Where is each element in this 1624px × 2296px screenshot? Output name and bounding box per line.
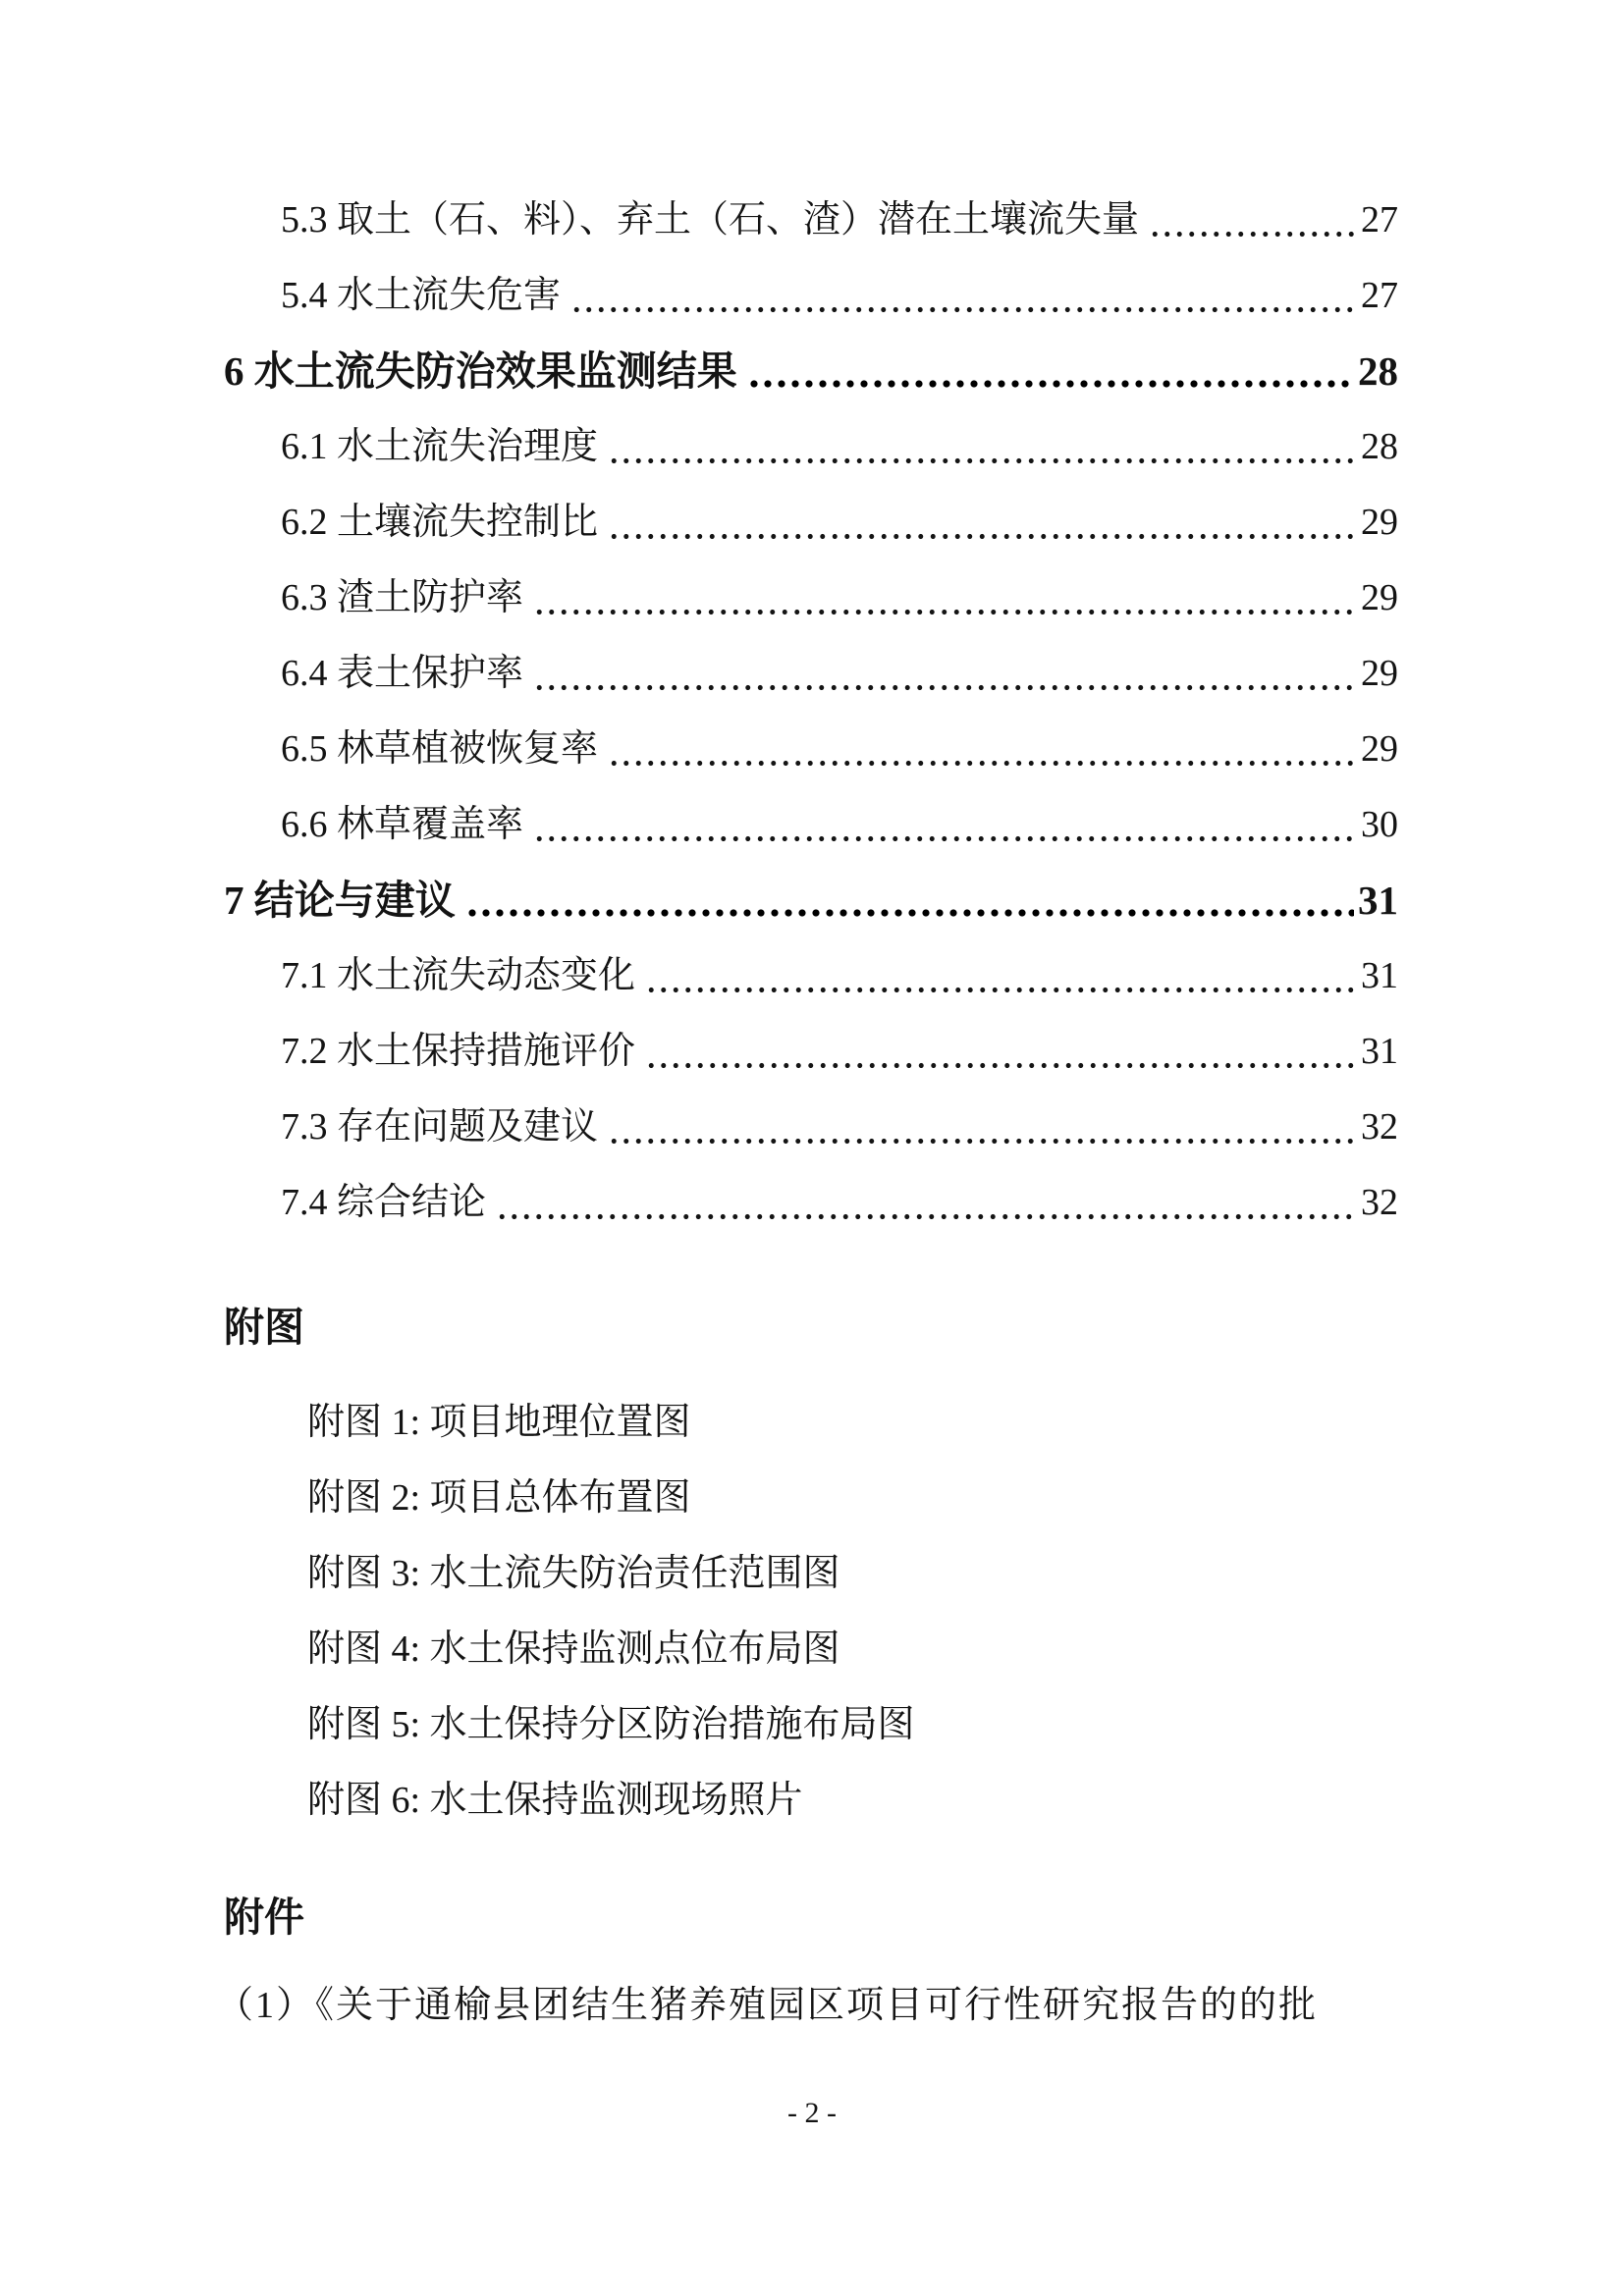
dot-leader xyxy=(608,712,1357,787)
figure-list-item: 附图 1: 项目地理位置图 xyxy=(307,1402,691,1443)
toc-entry-page: 30 xyxy=(1361,804,1398,845)
toc-entry xyxy=(224,485,1398,561)
dot-leader xyxy=(465,863,1354,938)
toc-entry-label: 6.3 渣土防护率 xyxy=(281,577,524,618)
toc-entry xyxy=(224,561,1398,636)
toc-entry-page: 32 xyxy=(1361,1106,1398,1148)
toc-entry xyxy=(224,863,1398,938)
toc-entry-label: 6 水土流失防治效果监测结果 xyxy=(224,348,737,394)
toc-entry-label: 5.4 水土流失危害 xyxy=(281,275,562,316)
toc-entry xyxy=(224,334,1398,409)
figure-list-item: 附图 2: 项目总体布置图 xyxy=(307,1477,691,1519)
dot-leader xyxy=(747,334,1354,409)
toc-entry-label: 6.1 水土流失治理度 xyxy=(281,426,599,467)
toc-entry-label: 6.4 表土保护率 xyxy=(281,653,524,694)
toc-entry xyxy=(224,938,1398,1014)
toc-entry-page: 28 xyxy=(1361,426,1398,467)
dot-leader xyxy=(608,1090,1357,1165)
dot-leader xyxy=(608,409,1357,485)
toc-entry-page: 29 xyxy=(1361,577,1398,618)
figure-list-item: 附图 6: 水土保持监测现场照片 xyxy=(307,1780,803,1821)
toc-entry-label: 7.2 水土保持措施评价 xyxy=(281,1031,636,1072)
dot-leader xyxy=(533,787,1357,863)
toc-entry-label: 7.3 存在问题及建议 xyxy=(281,1106,599,1148)
toc-entry-page: 29 xyxy=(1361,502,1398,543)
toc-entry xyxy=(224,258,1398,334)
dot-leader xyxy=(533,636,1357,712)
toc-entry xyxy=(224,183,1398,258)
dot-leader xyxy=(645,1014,1357,1090)
figure-list-item: 附图 3: 水土流失防治责任范围图 xyxy=(307,1553,840,1594)
dot-leader xyxy=(608,485,1357,561)
toc-entry xyxy=(224,1014,1398,1090)
toc-entry-page: 28 xyxy=(1358,348,1398,394)
toc-entry xyxy=(224,712,1398,787)
figure-list-item: 附图 4: 水土保持监测点位布局图 xyxy=(307,1629,840,1670)
toc-entry-label: 7 结论与建议 xyxy=(224,878,456,923)
toc-entry-page: 29 xyxy=(1361,653,1398,694)
toc-entry-label: 5.3 取土（石、料）、弃土（石、渣）潜在土壤流失量 xyxy=(281,199,1140,240)
toc-entry xyxy=(224,409,1398,485)
toc-entry-page: 31 xyxy=(1358,878,1398,923)
toc-entry-page: 31 xyxy=(1361,1031,1398,1072)
figures-list xyxy=(224,1385,1398,1839)
toc-entry-label: 7.1 水土流失动态变化 xyxy=(281,955,636,996)
toc-entry-label: 6.5 林草植被恢复率 xyxy=(281,728,599,770)
dot-leader xyxy=(570,258,1357,334)
dot-leader xyxy=(533,561,1357,636)
toc-entry xyxy=(224,1090,1398,1165)
toc-entry xyxy=(224,787,1398,863)
attachments-section-heading: 附件 xyxy=(224,1895,304,1940)
attachment-list-item: （1）《关于通榆县团结生猪养殖园区项目可行性研究报告的的批 xyxy=(216,1985,1319,2026)
table-of-contents xyxy=(224,183,1398,1241)
page-number-footer: - 2 - xyxy=(787,2097,837,2129)
figure-list-item: 附图 5: 水土保持分区防治措施布局图 xyxy=(307,1704,915,1745)
dot-leader xyxy=(645,938,1357,1014)
toc-entry-page: 31 xyxy=(1361,955,1398,996)
toc-entry-label: 7.4 综合结论 xyxy=(281,1182,487,1223)
dot-leader xyxy=(1149,183,1357,258)
toc-entry-label: 6.6 林草覆盖率 xyxy=(281,804,524,845)
toc-entry xyxy=(224,636,1398,712)
dot-leader xyxy=(496,1165,1357,1241)
toc-entry-page: 27 xyxy=(1361,199,1398,240)
toc-entry-page: 29 xyxy=(1361,728,1398,770)
toc-entry-page: 27 xyxy=(1361,275,1398,316)
figures-section-heading: 附图 xyxy=(224,1305,304,1350)
toc-entry-label: 6.2 土壤流失控制比 xyxy=(281,502,599,543)
toc-entry-page: 32 xyxy=(1361,1182,1398,1223)
toc-entry xyxy=(224,1165,1398,1241)
